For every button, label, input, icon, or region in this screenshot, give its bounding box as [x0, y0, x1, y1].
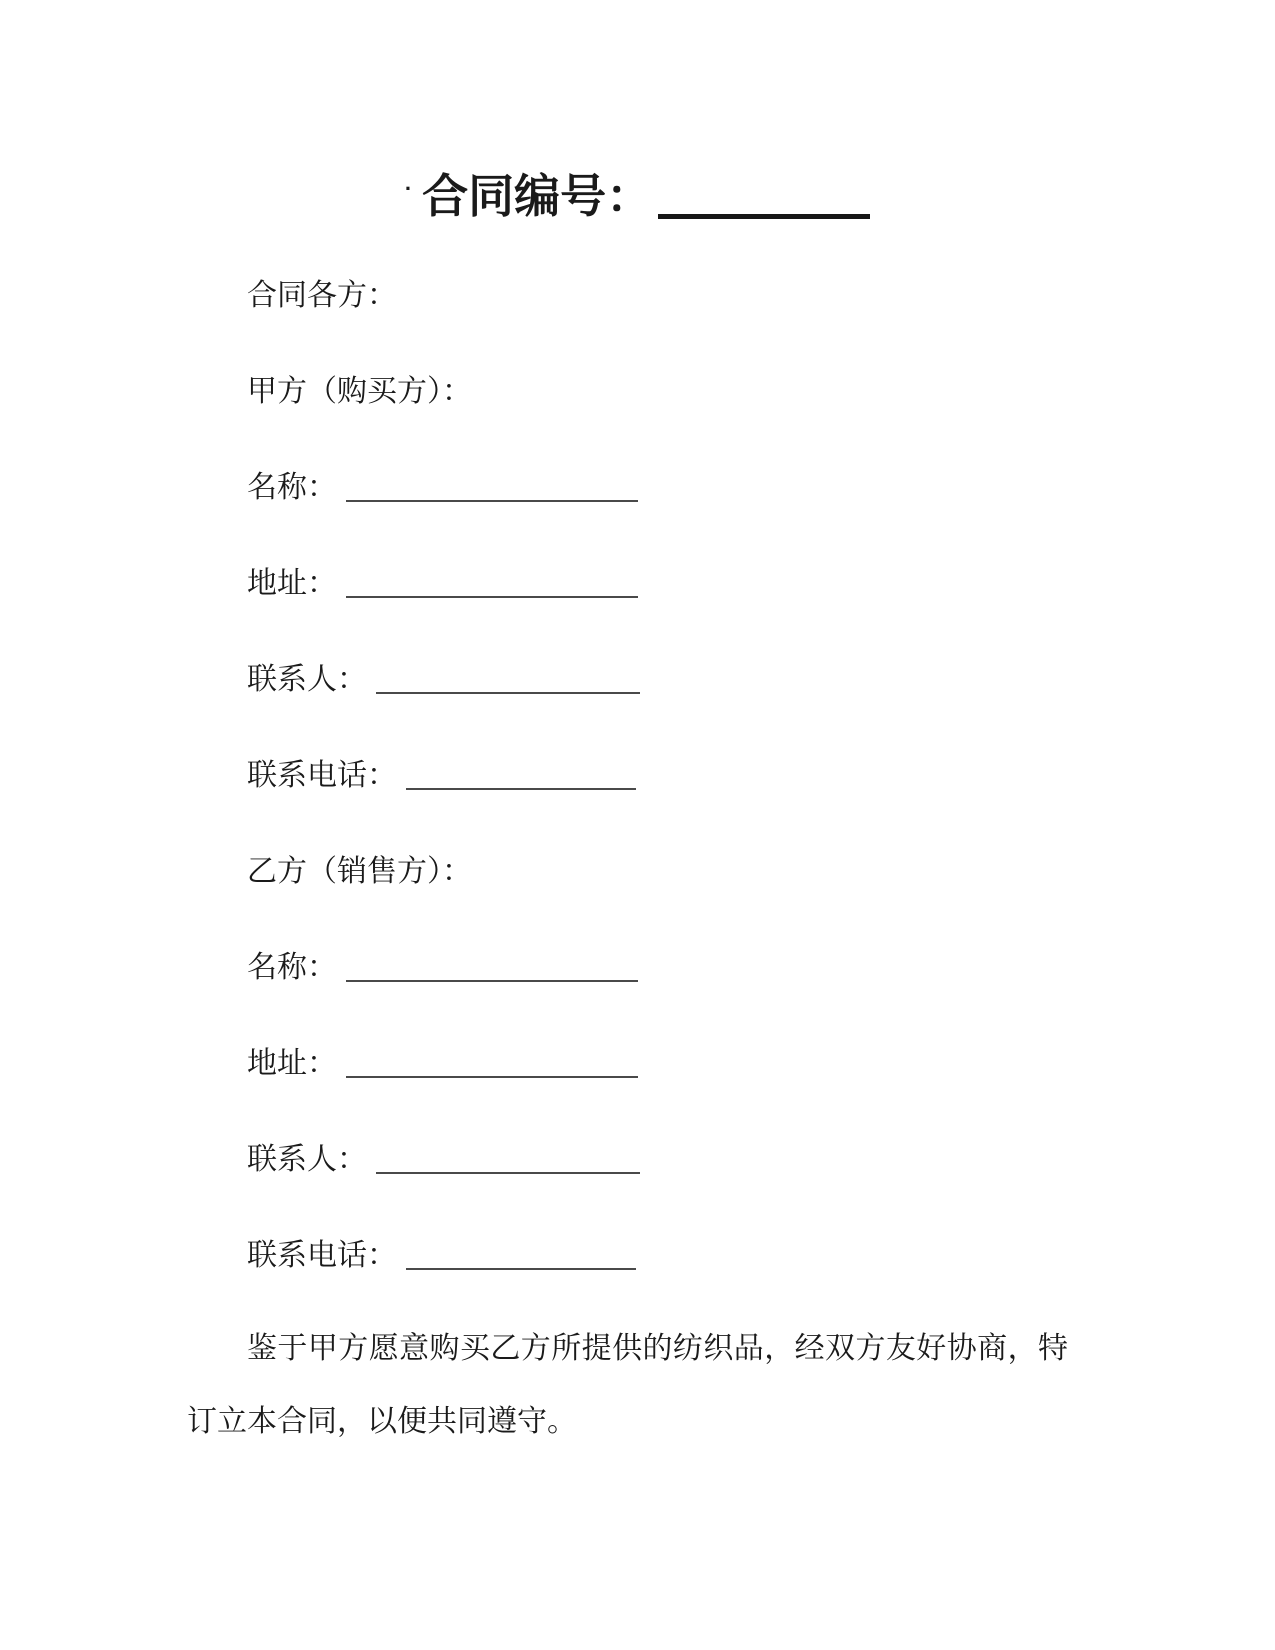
party-a-phone-row	[187, 756, 1088, 796]
party-b-contact-label: 联系人：	[247, 1143, 367, 1176]
party-a-heading: 甲方（购买方）：	[247, 375, 472, 408]
party-a-heading-row	[187, 372, 1088, 412]
party-b-phone-blank-line	[406, 1244, 636, 1270]
party-a-contact-label: 联系人：	[247, 663, 367, 696]
party-b-phone-row	[187, 1236, 1088, 1276]
party-a-address-blank-line	[346, 572, 638, 598]
party-b-name-blank-line	[346, 956, 638, 982]
party-a-address-row	[187, 564, 1088, 604]
contract-number-label: 合同编号：	[422, 170, 653, 222]
party-b-phone-label: 联系电话：	[247, 1239, 397, 1272]
parties-heading-row	[187, 276, 1088, 316]
party-a-contact-row	[187, 660, 1088, 700]
party-b-contact-row	[187, 1140, 1088, 1180]
party-b-heading: 乙方（销售方）：	[247, 855, 472, 888]
party-a-name-row	[187, 468, 1088, 508]
title-bullet-dot: ·	[404, 176, 413, 201]
party-a-contact-blank-line	[376, 668, 640, 694]
party-b-name-label: 名称：	[247, 951, 337, 984]
party-b-address-blank-line	[346, 1052, 638, 1078]
party-a-address-label: 地址：	[247, 567, 337, 600]
party-a-name-label: 名称：	[247, 471, 337, 504]
party-b-heading-row	[187, 852, 1088, 892]
parties-heading: 合同各方：	[247, 279, 397, 312]
party-a-phone-label: 联系电话：	[247, 759, 397, 792]
contract-number-blank-line	[658, 184, 870, 219]
party-b-address-row	[187, 1044, 1088, 1084]
contract-preamble-paragraph: 鉴于甲方愿意购买乙方所提供的纺织品，经双方友好协商，特订立本合同，以便共同遵守。	[187, 1332, 1068, 1438]
party-b-contact-blank-line	[376, 1148, 640, 1174]
party-a-name-blank-line	[346, 476, 638, 502]
party-a-phone-blank-line	[406, 764, 636, 790]
party-b-name-row	[187, 948, 1088, 988]
party-b-address-label: 地址：	[247, 1047, 337, 1080]
page-title	[187, 0, 1088, 223]
